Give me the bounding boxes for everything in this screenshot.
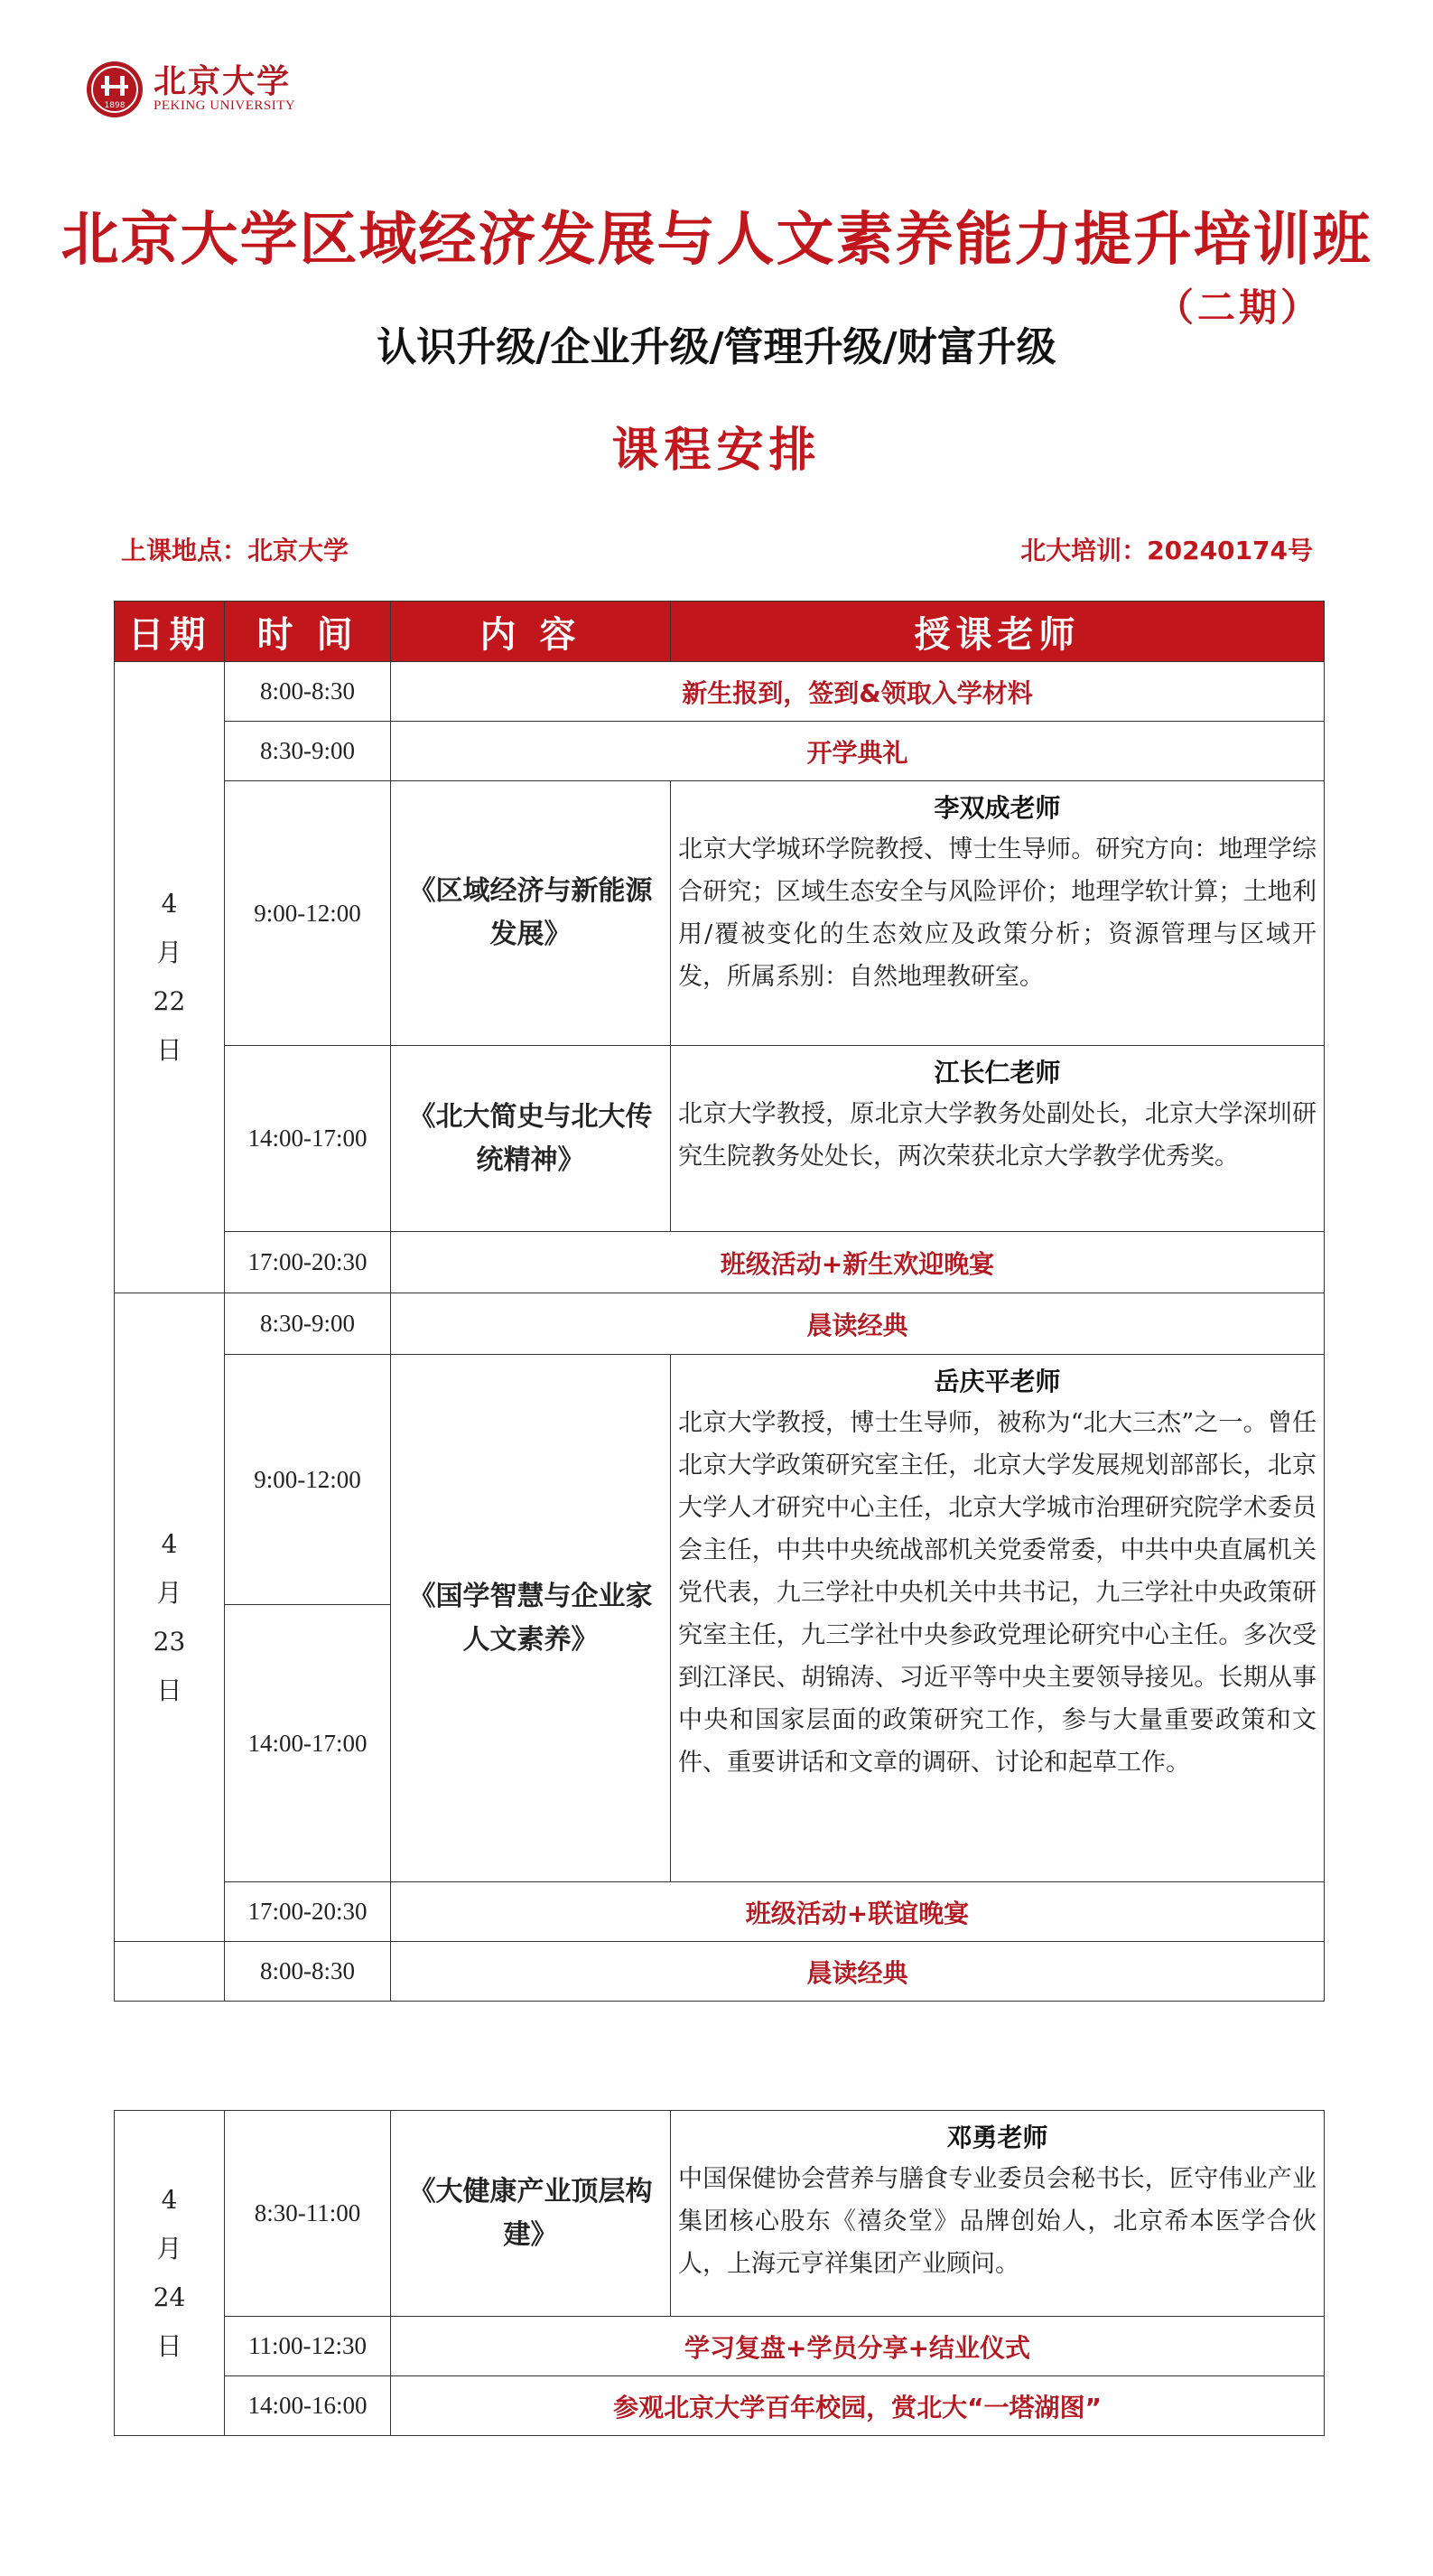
teacher-name: 江长仁老师: [934, 1058, 1061, 1087]
time-cell: 8:30-9:00: [225, 722, 391, 781]
table-row: [115, 1355, 1325, 1605]
course-title: 《北大简史与北大传统精神》: [391, 1046, 671, 1232]
section-title: 课程安排: [611, 424, 822, 478]
time-cell: 17:00-20:30: [225, 1232, 391, 1293]
table-row: [115, 2376, 1325, 2436]
time-cell: 11:00-12:30: [225, 2317, 391, 2376]
table-row: [115, 722, 1325, 781]
event-cell: 班级活动+联谊晚宴: [391, 1882, 1325, 1942]
page-subtitle: 认识升级/企业升级/管理升级/财富升级: [377, 324, 1056, 370]
date-month-char: 月: [156, 1577, 182, 1608]
date-day-num: 23: [153, 1626, 186, 1657]
date-month-num: 4: [161, 1528, 178, 1559]
table-row: [115, 2317, 1325, 2376]
course-title: 《区域经济与新能源发展》: [391, 781, 671, 1046]
date-month-num: 4: [161, 889, 178, 919]
teacher-cell: [671, 1046, 1325, 1232]
info-row: [121, 531, 1313, 567]
time-cell: 8:00-8:30: [225, 662, 391, 722]
teacher-name: 岳庆平老师: [934, 1367, 1061, 1396]
logo-en-text: PEKING UNIVERSITY: [154, 98, 296, 114]
teacher-bio: 北京大学城环学院教授、博士生导师。研究方向：地理学综合研究；区域生态安全与风险评价；地理学软计算；土地利用/覆被变化的生态效应及政策分析；资源管理与区域开发，所属系别：自然地理教研室。: [678, 835, 1317, 991]
time-cell: 17:00-20:30: [225, 1882, 391, 1942]
time-cell: 8:30-9:00: [225, 1293, 391, 1355]
date-day-char: 日: [156, 1675, 182, 1705]
time-cell: 8:00-8:30: [225, 1942, 391, 2002]
date-cell: [115, 662, 225, 1293]
date-month-num: 4: [161, 2184, 178, 2215]
time-cell: 14:00-17:00: [225, 1046, 391, 1232]
table-row: [115, 1232, 1325, 1293]
pku-seal-icon: [85, 60, 144, 119]
table-header-row: [115, 602, 1325, 662]
schedule-table-continued: [114, 2110, 1325, 2436]
seal-text: 1898: [104, 101, 126, 110]
header-time: 时 间: [225, 602, 391, 662]
date-month-char: 月: [156, 938, 182, 967]
table-row: [115, 781, 1325, 1046]
event-cell: 新生报到，签到&领取入学材料: [391, 662, 1325, 722]
teacher-bio: 北京大学教授，博士生导师，被称为“北大三杰”之一。曾任北京大学政策研究室主任，北京大学发展规划部部长，北京大学人才研究中心主任，北京大学城市治理研究院学术委员会主任，中共中央统战部机关党委常委，中共中央直属机关党代表，九三学社中央机关中共书记，九三学社中央政策研究室主任，九三学社中央参政党理论研究中心主任。多次受到江泽民、胡锦涛、习近平等中央主要领导接见。长期从事中央和国家层面的政策研究工作，参与大量重要政策和文件、重要讲话和文章的调研、讨论和起草工作。: [678, 1409, 1317, 1777]
course-title: 《国学智慧与企业家人文素养》: [391, 1355, 671, 1882]
registration-number: 北大培训：20240174号: [1020, 536, 1313, 565]
date-month-char: 月: [156, 2233, 182, 2263]
teacher-cell: [671, 781, 1325, 1046]
table-row: [115, 2111, 1325, 2317]
teacher-name: 邓勇老师: [946, 2123, 1048, 2152]
course-title: 《大健康产业顶层构建》: [391, 2111, 671, 2317]
phase-label: （二期）: [1156, 285, 1323, 330]
event-cell: 晨读经典: [391, 1942, 1325, 2002]
date-cell-empty: [115, 1942, 225, 2002]
event-cell: 班级活动+新生欢迎晚宴: [391, 1232, 1325, 1293]
teacher-name: 李双成老师: [934, 793, 1061, 823]
event-cell: 学习复盘+学员分享+结业仪式: [391, 2317, 1325, 2376]
date-day-char: 日: [156, 2330, 182, 2361]
pku-logo: [85, 60, 295, 119]
table-row: [115, 662, 1325, 722]
event-cell: 参观北京大学百年校园，赏北大“一塔湖图”: [391, 2376, 1325, 2436]
table-row: [115, 1293, 1325, 1355]
date-day-num: 24: [153, 2282, 186, 2312]
date-day-num: 22: [153, 986, 186, 1016]
teacher-cell: [671, 2111, 1325, 2317]
time-cell: 9:00-12:00: [225, 1355, 391, 1605]
teacher-bio: 中国保健协会营养与膳食专业委员会秘书长，匠守伟业产业集团核心股东《禧灸堂》品牌创始人，北京希本医学合伙人，上海元亨祥集团产业顾问。: [678, 2165, 1317, 2278]
page-title: 北京大学区域经济发展与人文素养能力提升培训班: [60, 207, 1373, 274]
date-cell: [115, 2111, 225, 2436]
event-cell: 晨读经典: [391, 1293, 1325, 1355]
table-row: [115, 1942, 1325, 2002]
time-cell: 9:00-12:00: [225, 781, 391, 1046]
date-day-char: 日: [156, 1035, 182, 1065]
location-text: 上课地点：北京大学: [121, 536, 349, 565]
teacher-bio: 北京大学教授，原北京大学教务处副处长，北京大学深圳研究生院教务处处长，两次荣获北京大学教学优秀奖。: [678, 1100, 1317, 1171]
table-row: [115, 1882, 1325, 1942]
time-cell: 8:30-11:00: [225, 2111, 391, 2317]
event-cell: 开学典礼: [391, 722, 1325, 781]
table-row: [115, 1046, 1325, 1232]
header-teacher: 授课老师: [671, 602, 1325, 662]
schedule-table: [114, 601, 1325, 2002]
time-cell: 14:00-17:00: [225, 1605, 391, 1882]
time-cell: 14:00-16:00: [225, 2376, 391, 2436]
header-content: 内 容: [391, 602, 671, 662]
logo-cn-text: 北京大学: [154, 63, 292, 101]
header-date: 日期: [115, 602, 225, 662]
date-cell: [115, 1293, 225, 1942]
teacher-cell: [671, 1355, 1325, 1882]
